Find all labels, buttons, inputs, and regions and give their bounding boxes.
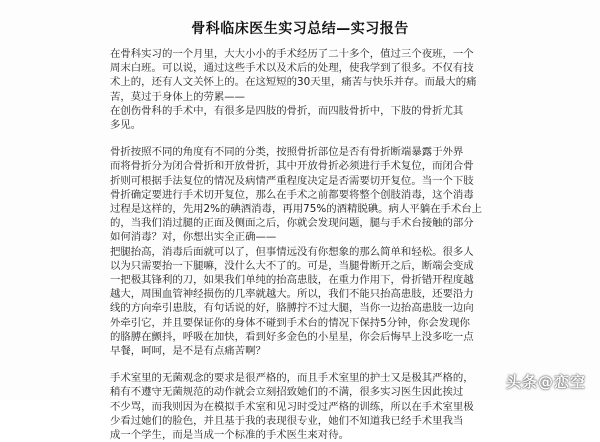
document-title: 骨科临床医生实习总结—实习报告 — [191, 21, 409, 37]
body-line: 手术室里的无菌观念的要求是很严格的，而且手术室里的护士又是极其严格的， — [110, 372, 474, 385]
body-line: 折则可根据手法复位的情况及病情严重程度决定是否需要切开复位。当一个下肢 — [110, 174, 474, 187]
body-line: 过程是这样的，先用2%的碘酒消毒，再用75%的酒精脱碘。病人平躺在手术台上 — [110, 203, 483, 216]
body-line: 把腿抬高，消毒后面就可以了，但事情远没有你想象的那么简单和轻松。很多人 — [110, 245, 474, 258]
body-line: 骨折按照不同的角度有不同的分类，按照骨折部位是否有骨折断端暴露于外界 — [110, 146, 464, 159]
body-line: 如何消毒？对，你想出实全正确—— — [110, 231, 277, 244]
body-line: 越大，周围血管神经损伤的几率就越大。所以，我们不能只抬高患肢，还要沿力 — [110, 288, 474, 301]
watermark-text: 头条@恋空 — [505, 373, 586, 391]
body-line: 多见。 — [110, 119, 142, 132]
body-line: 外牵引它，并且要保证你的身体不碰到手术台的情况下保持5分钟，你会发现你 — [110, 316, 470, 329]
body-line: 早餐，呵呵，是不是有点痛苦啊？ — [110, 345, 266, 358]
body-line: 在骨科实习的一个月里，大大小小的手术经历了二十多个，值过三个夜班，一个 — [110, 48, 474, 60]
body-line: 周末白班。可以说，通过这些手术以及术后的处理，使我学到了很多。不仅有技 — [110, 62, 474, 75]
body-line: 线的方向牵引患肢，有句话说的好，胳膊拧不过大腿，当你一边抬高患肢一边向 — [110, 302, 474, 315]
body-line: 成一个学生，而是当成一个标准的手术医生来对待。 — [110, 429, 349, 442]
body-line: 苦，莫过于身体上的劳累—— — [110, 90, 246, 103]
body-line: 骨折确定要进行手术切开复位，那么在手术之前都要将整个创肢消毒，这个消毒 — [110, 188, 474, 201]
body-line: 在创伤骨科的手术中，有很多是四肢的骨折，而四肢骨折中，下肢的骨折尤其 — [110, 104, 464, 117]
body-line: 术上的，还有人文关怀上的。在这短短的30天里，痛苦与快乐并存。而最大的痛 — [110, 76, 477, 89]
body-line: 少看过她们的脸色，并且基于我的表现很专业，她们不知道我已经手术里我当 — [110, 414, 464, 427]
body-line: 以为只需要抬一下腿嘛，没什么大不了的。可是，当腿骨断开之后，断端会变成 — [110, 259, 474, 272]
body-line: 的，当我们消过腿的正面及侧面之后，你就会发现问题，腿与手术台接触的部分 — [110, 217, 474, 230]
body-line: 不少骂，而我则因为在模拟手术室和见习时受过严格的训练，所以在手术室里极 — [110, 400, 474, 413]
body-line: 而将骨折分为闭合骨折和开放骨折，其中开放骨折必须进行手术复位，而闭合骨 — [110, 160, 474, 173]
document-body — [110, 47, 492, 442]
body-line: 一把极其锋利的刀，如果我们单纯的抬高患肢，在重力作用下，骨折错开程度越 — [110, 274, 474, 287]
body-line: 的胳膊在颤抖，呼吸在加快，看到好多金色的小星星，你会后悔早上没多吃一点 — [110, 330, 474, 343]
body-line: 稍有不遵守无菌规范的动作就会立刻招致她们的不满，很多实习医生因此挨过 — [110, 386, 464, 399]
